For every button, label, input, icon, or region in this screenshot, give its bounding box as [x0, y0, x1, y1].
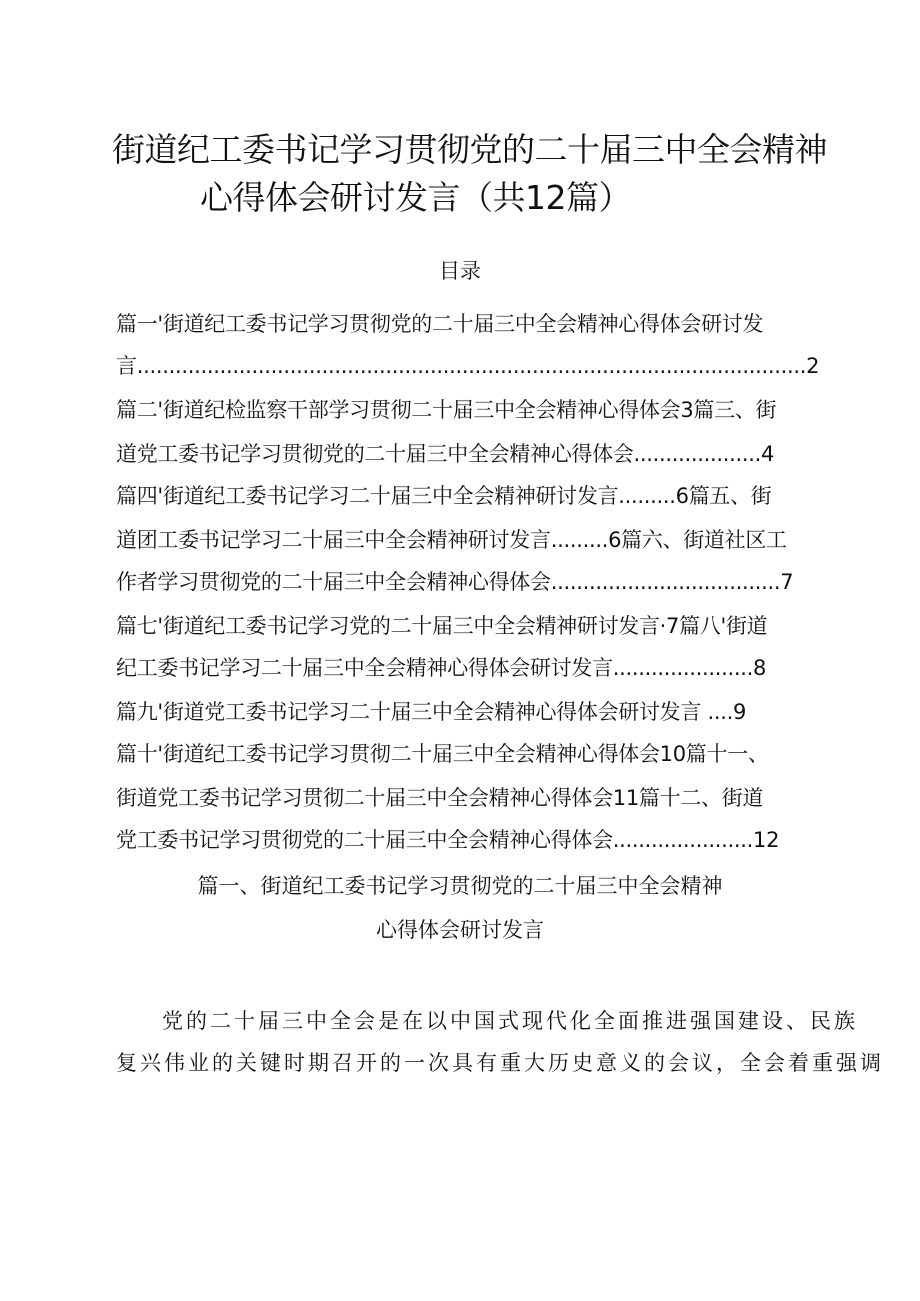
document-title-line-1: 街道纪工委书记学习贯彻党的二十届三中全会精神 [112, 130, 827, 169]
toc-line: 道党工委书记学习贯彻党的二十届三中全会精神心得体会....................4 [116, 442, 775, 466]
toc-heading: 目录 [439, 259, 481, 283]
toc-line: 篇四'街道纪工委书记学习二十届三中全会精神研讨发言.........6篇五、街 [116, 484, 772, 508]
toc-line: 篇二'街道纪检监察干部学习贯彻二十届三中全会精神心得体会3篇三、街 [116, 398, 777, 422]
body-paragraph-line-1: 党的二十届三中全会是在以中国式现代化全面推进强国建设、民族 [162, 1009, 858, 1033]
toc-line: 街道党工委书记学习贯彻二十届三中全会精神心得体会11篇十二、街道 [116, 786, 764, 810]
toc-line: 篇一'街道纪工委书记学习贯彻党的二十届三中全会精神心得体会研讨发 [116, 312, 764, 336]
toc-line: 篇七'街道纪工委书记学习党的二十届三中全会精神研讨发言·7篇八'街道 [116, 614, 768, 638]
toc-line: 篇九'街道党工委书记学习二十届三中全会精神心得体会研讨发言 ....9 [116, 700, 747, 724]
section-title-line-2: 心得体会研讨发言 [376, 918, 544, 942]
toc-line: 纪工委书记学习二十届三中全会精神心得体会研讨发言......................8 [116, 656, 767, 680]
toc-line: 党工委书记学习贯彻党的二十届三中全会精神心得体会......................12 [116, 828, 780, 852]
document-title-line-2: 心得体会研讨发言（共12篇） [200, 178, 631, 217]
section-title-line-1: 篇一、街道纪工委书记学习贯彻党的二十届三中全会精神 [197, 874, 723, 898]
toc-line: 篇十'街道纪工委书记学习贯彻二十届三中全会精神心得体会10篇十一、 [116, 742, 769, 766]
body-paragraph-line-2: 复兴伟业的关键时期召开的一次具有重大历史意义的会议，全会着重强调 [116, 1051, 884, 1075]
toc-line: 道团工委书记学习二十届三中全会精神研讨发言.........6篇六、街道社区工 [116, 528, 787, 552]
toc-line: 言.........................................................................................................2 [116, 354, 820, 378]
toc-line: 作者学习贯彻党的二十届三中全会精神心得体会....................................7 [116, 570, 794, 594]
